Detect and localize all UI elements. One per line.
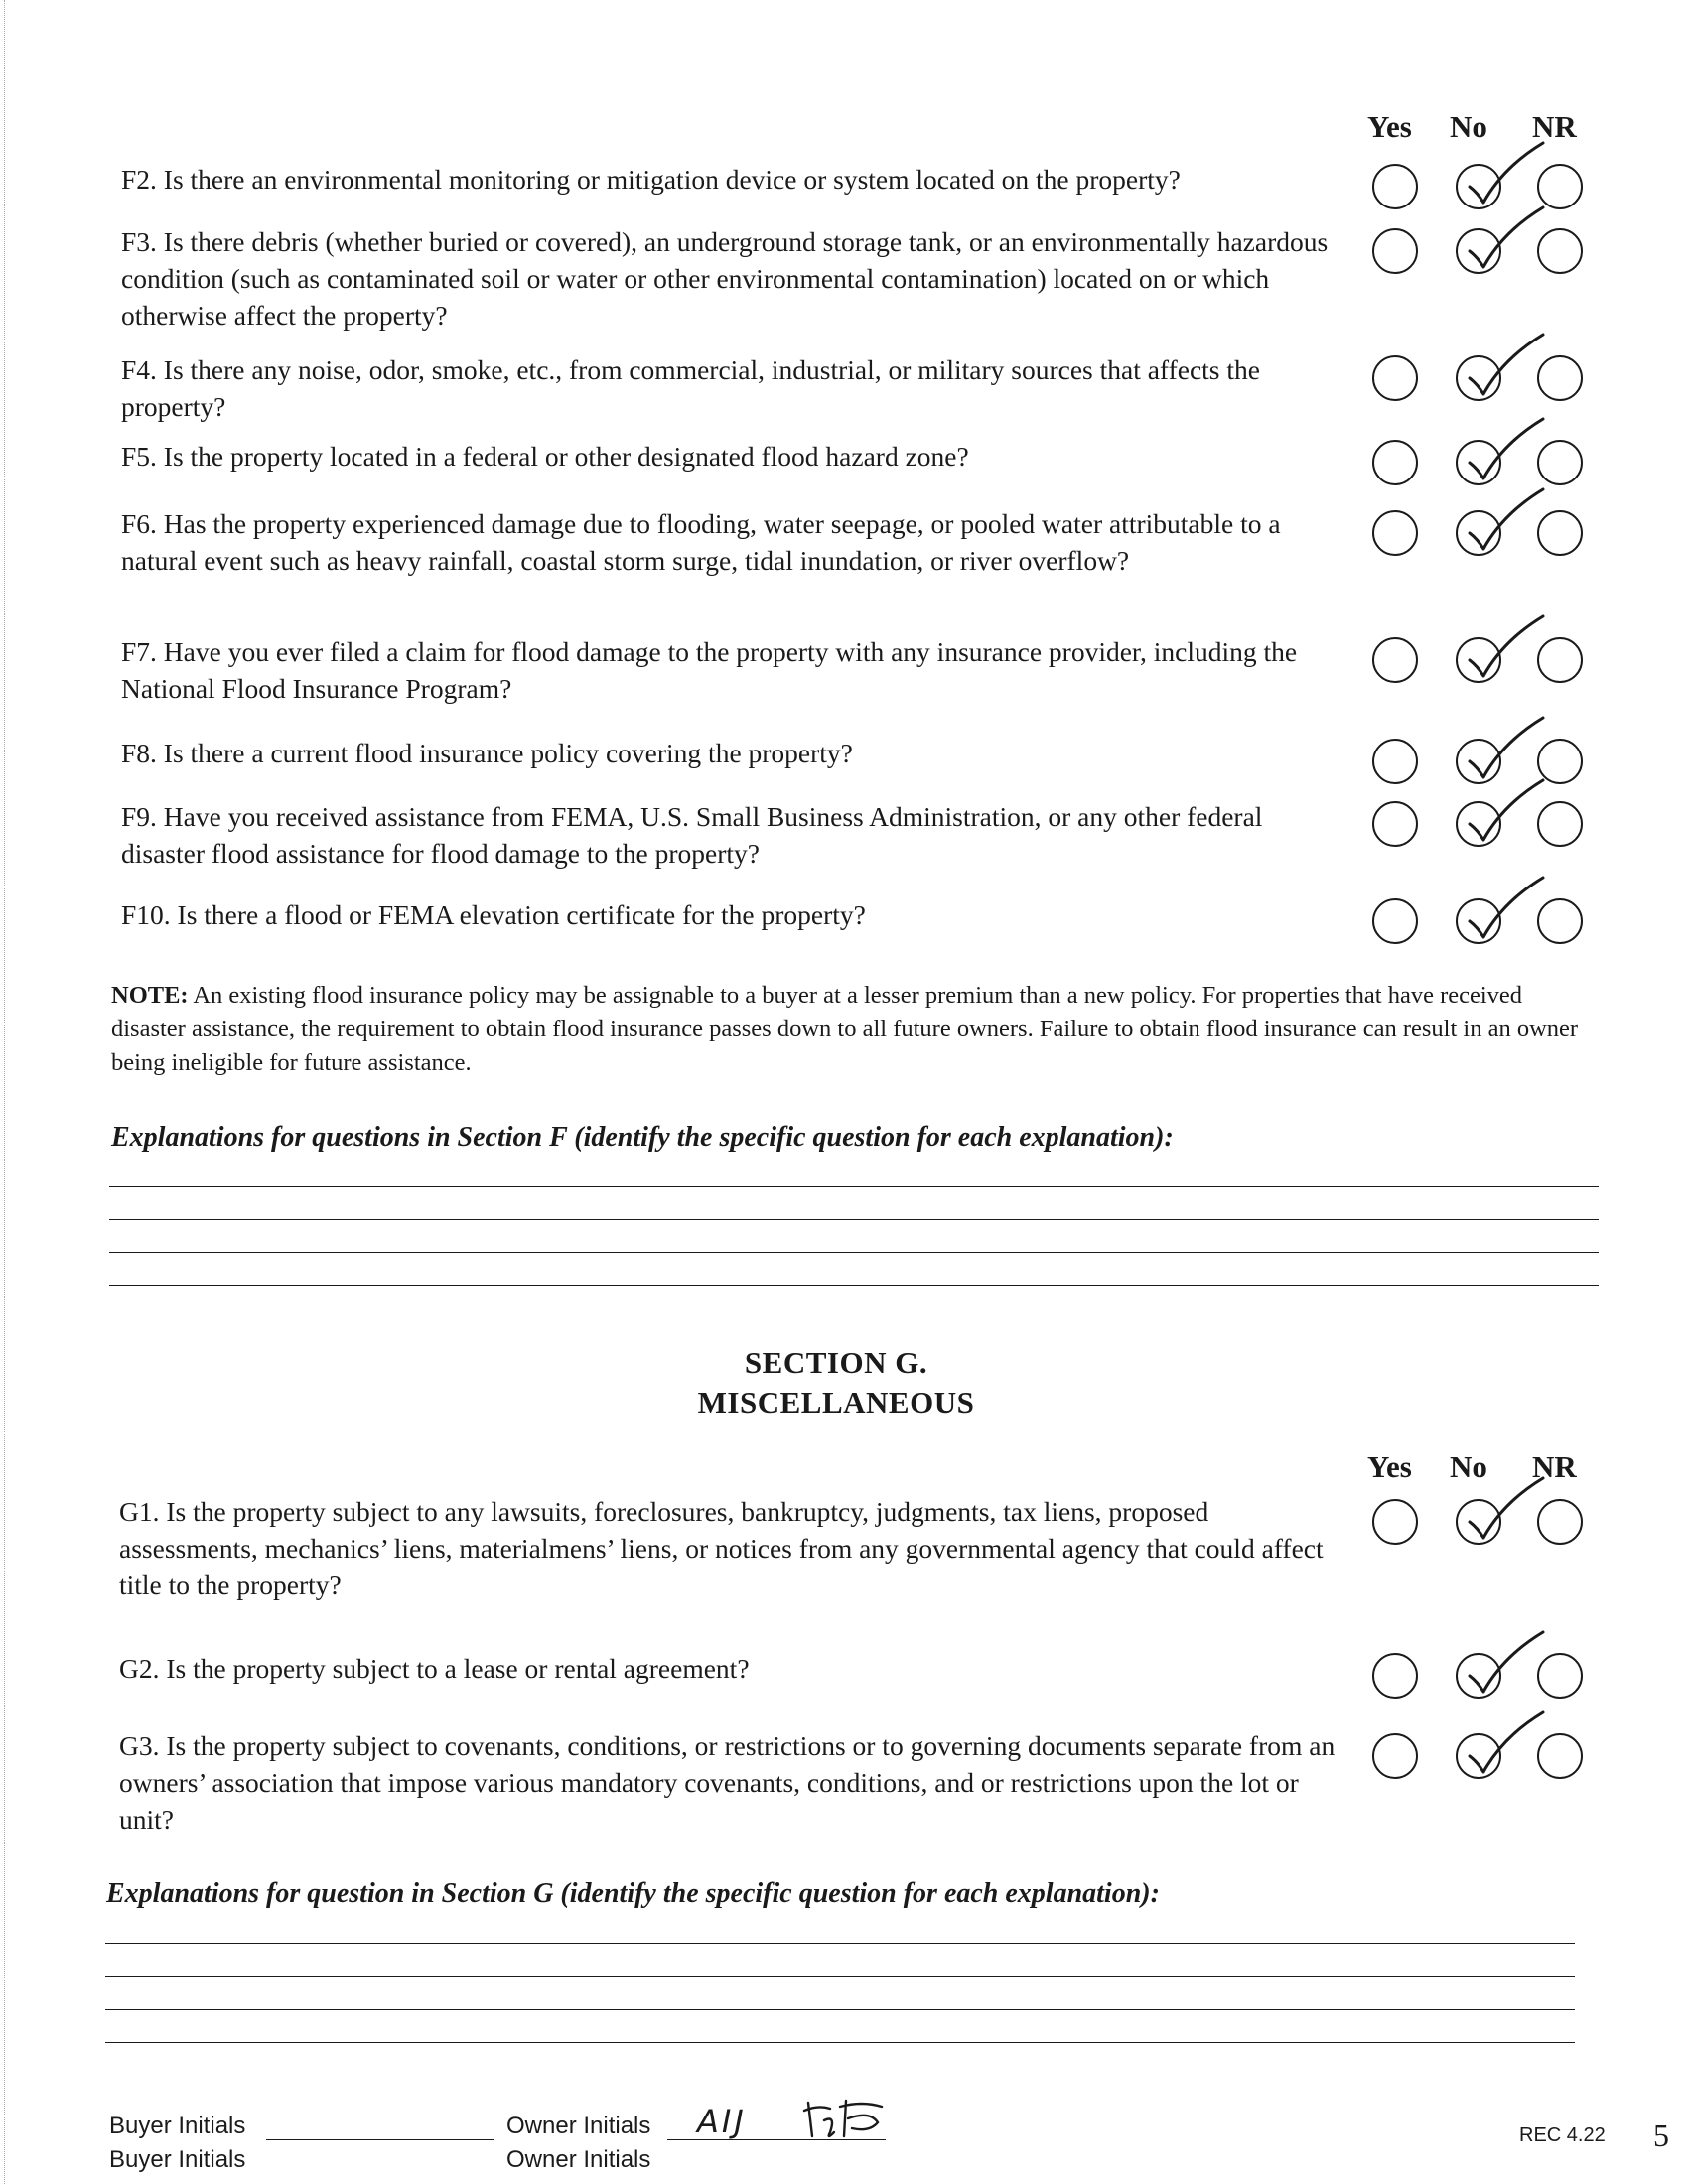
question-f7: F7. Have you ever filed a claim for flood damage to the property with any insurance provider, including the National Flood Insurance Program? — [121, 636, 1298, 704]
answer-f8-yes-radio[interactable] — [1372, 739, 1418, 784]
answer-g1-nr-radio[interactable] — [1537, 1499, 1583, 1545]
column-header-nr-g: NR — [1532, 1449, 1577, 1484]
explanation-line-f1[interactable] — [109, 1186, 1599, 1187]
question-g1: G1. Is the property subject to any lawsuits, foreclosures, bankruptcy, judgments, tax liens, proposed assessments, mechanics’ liens, materialmens’ liens, or notices from any governmental agency that could affect title to the property? — [119, 1496, 1324, 1600]
answer-g2-yes-radio[interactable] — [1372, 1653, 1418, 1699]
answer-f10-yes-radio[interactable] — [1372, 898, 1418, 944]
check-mark-icon — [1464, 774, 1551, 852]
owner-initials-handwritten: AIJ — [697, 2103, 747, 2140]
question-f4: F4. Is there any noise, odor, smoke, etc., from commercial, industrial, or military sources that affects the property? — [121, 354, 1260, 422]
buyer-initials-field[interactable] — [266, 2139, 494, 2140]
owner-initials-label-2: Owner Initials — [506, 2146, 651, 2173]
answer-g1-yes-radio[interactable] — [1372, 1499, 1418, 1545]
check-mark-icon — [1464, 483, 1551, 561]
column-header-yes-g: Yes — [1367, 1449, 1412, 1484]
question-f9: F9. Have you received assistance from FEMA, U.S. Small Business Administration, or any other federal disaster flood assistance for flood damage to the property? — [121, 801, 1263, 869]
explanation-line-g1[interactable] — [105, 1943, 1575, 1944]
note-label: NOTE: — [111, 982, 189, 1009]
answer-f5-nr-radio[interactable] — [1537, 440, 1583, 485]
answer-f2-yes-radio[interactable] — [1372, 164, 1418, 209]
explanation-line-g3[interactable] — [105, 2009, 1575, 2010]
question-g2: G2. Is the property subject to a lease or rental agreement? — [119, 1653, 750, 1684]
answer-f4-yes-radio[interactable] — [1372, 355, 1418, 401]
question-f2: F2. Is there an environmental monitoring or mitigation device or system located on the property? — [121, 164, 1181, 195]
check-mark-icon — [1464, 413, 1551, 490]
column-header-no-g: No — [1450, 1449, 1487, 1484]
page-number: 5 — [1653, 2117, 1669, 2153]
answer-f6-nr-radio[interactable] — [1537, 510, 1583, 556]
question-f10: F10. Is there a flood or FEMA elevation certificate for the property? — [121, 899, 866, 930]
section-g-title: SECTION G. — [744, 1345, 928, 1380]
answer-f10-nr-radio[interactable] — [1537, 898, 1583, 944]
buyer-initials-label-2: Buyer Initials — [109, 2146, 246, 2173]
column-header-nr: NR — [1532, 109, 1577, 144]
flood-note — [111, 979, 1581, 1080]
answer-f9-nr-radio[interactable] — [1537, 801, 1583, 847]
question-f3: F3. Is there debris (whether buried or covered), an underground storage tank, or an environmentally hazardous condition (such as contaminated soil or water or other environmental contamination) located on or which otherwise affect the property? — [121, 226, 1329, 331]
answer-g3-nr-radio[interactable] — [1537, 1733, 1583, 1779]
section-f-explanations-label: Explanations for questions in Section F (identify the specific question for each explanation): — [111, 1122, 1174, 1153]
question-g3: G3. Is the property subject to covenants, conditions, or restrictions or to governing documents separate from an owners’ association that impose various mandatory covenants, conditions, and or restrictions upon the lot or unit? — [119, 1730, 1336, 1835]
answer-f9-yes-radio[interactable] — [1372, 801, 1418, 847]
explanation-line-f2[interactable] — [109, 1219, 1599, 1220]
check-mark-icon — [1464, 1626, 1551, 1704]
check-mark-icon — [1464, 329, 1551, 406]
answer-f5-yes-radio[interactable] — [1372, 440, 1418, 485]
answer-f3-yes-radio[interactable] — [1372, 228, 1418, 274]
explanation-line-g4[interactable] — [105, 2042, 1575, 2043]
answer-f4-nr-radio[interactable] — [1537, 355, 1583, 401]
check-mark-icon — [1464, 1472, 1551, 1550]
owner-initials-signature — [800, 2097, 896, 2142]
question-f8: F8. Is there a current flood insurance policy covering the property? — [121, 738, 853, 768]
answer-g2-nr-radio[interactable] — [1537, 1653, 1583, 1699]
form-code: REC 4.22 — [1519, 2124, 1606, 2146]
column-header-no: No — [1450, 109, 1487, 144]
column-header-yes: Yes — [1367, 109, 1412, 144]
question-f6: F6. Has the property experienced damage due to flooding, water seepage, or pooled water attributable to a natural event such as heavy rainfall, coastal storm surge, tidal inundation, or river overflow? — [121, 508, 1281, 576]
explanation-line-f3[interactable] — [109, 1252, 1599, 1253]
check-mark-icon — [1464, 872, 1551, 949]
answer-g3-yes-radio[interactable] — [1372, 1733, 1418, 1779]
section-g-subtitle: MISCELLANEOUS — [697, 1385, 975, 1420]
section-g-explanations-label: Explanations for question in Section G (identify the specific question for each explanation): — [106, 1878, 1160, 1909]
scan-edge-mark — [4, 0, 5, 2184]
question-f5: F5. Is the property located in a federal or other designated flood hazard zone? — [121, 441, 969, 472]
owner-initials-label: Owner Initials — [506, 2113, 651, 2139]
check-mark-icon — [1464, 611, 1551, 688]
check-mark-icon — [1464, 202, 1551, 279]
answer-f3-nr-radio[interactable] — [1537, 228, 1583, 274]
answer-f7-nr-radio[interactable] — [1537, 637, 1583, 683]
answer-f7-yes-radio[interactable] — [1372, 637, 1418, 683]
buyer-initials-label: Buyer Initials — [109, 2113, 246, 2139]
explanation-line-g2[interactable] — [105, 1976, 1575, 1977]
explanation-line-f4[interactable] — [109, 1285, 1599, 1286]
note-text: An existing flood insurance policy may be assignable to a buyer at a lesser premium than a new policy. For properties that have received disaster assistance, the requirement to obtain flood insurance passes down to all future owners. Failure to obtain flood insurance can result in an owner being ineligible for future assistance. — [111, 982, 1579, 1076]
answer-f6-yes-radio[interactable] — [1372, 510, 1418, 556]
check-mark-icon — [1464, 1706, 1551, 1784]
